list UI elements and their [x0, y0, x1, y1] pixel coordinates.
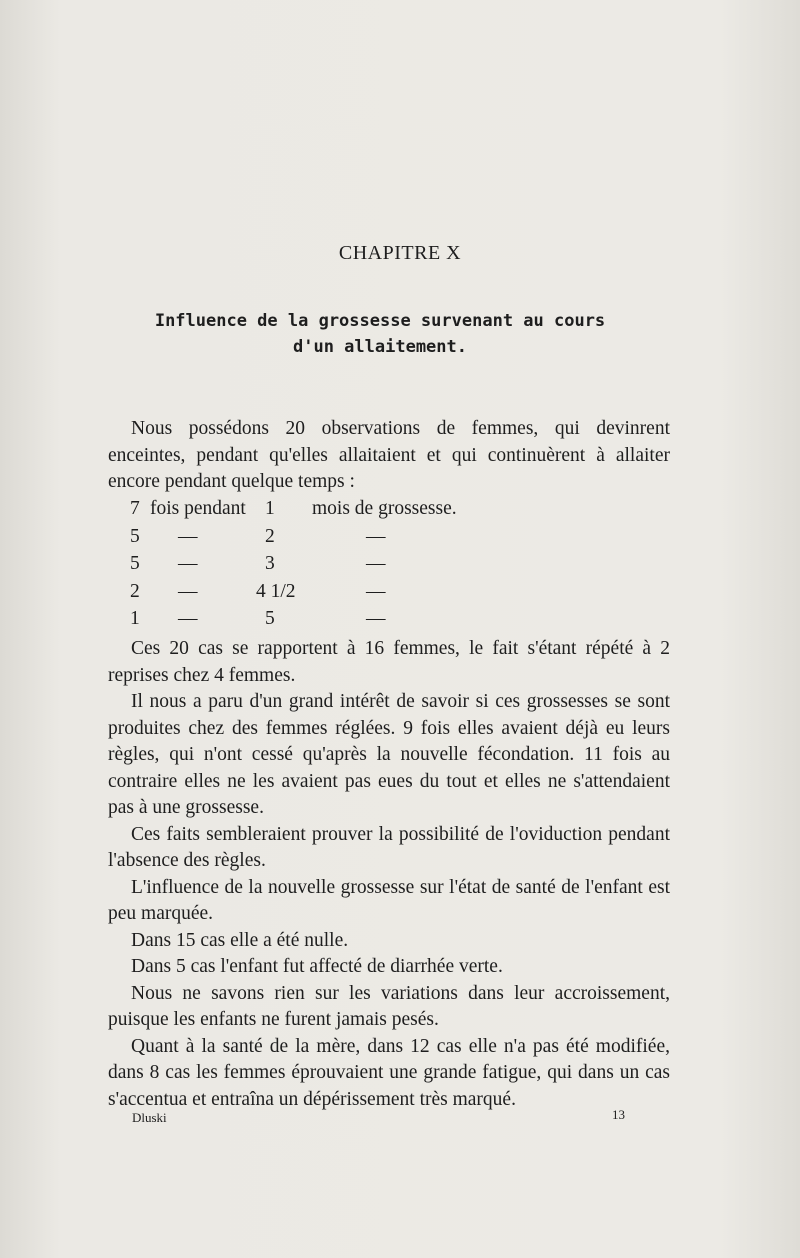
intro-text: Nous possédons 20 observations de femmes, qui devinrent enceintes, pendant qu'elles allaitaient et qui continuèrent à allaiter encore pendant quelque temps : [108, 418, 670, 492]
intro-paragraph [108, 416, 670, 496]
paragraph: Dans 5 cas l'enfant fut affecté de diarrhée verte. [131, 956, 503, 977]
row-months: 3 [265, 553, 275, 574]
row-label: — [178, 580, 198, 602]
chapter-title: CHAPITRE X [338, 242, 462, 264]
row-months: 4 1/2 [256, 580, 296, 602]
paragraph: Il nous a paru d'un grand intérêt de savoir si ces grossesses se sont produites chez des femmes réglées. 9 fois elles avaient déjà eu leurs règles, qui n'ont cessé qu'après la nouvelle fécondation. 11 fois au contraire elles ne les avaient pas eues du tout et elles ne s'attendaient pas à une grossesse. [108, 691, 670, 818]
row-label: — [178, 608, 198, 629]
row-unit: — [366, 553, 386, 574]
row-months: 5 [265, 608, 275, 629]
paragraph: Ces faits sembleraient prouver la possibilité de l'oviduction pendant l'absence des règles. [108, 823, 670, 871]
row-label: fois pendant [150, 498, 246, 519]
row-count: 1 [130, 608, 140, 629]
table-row [130, 526, 550, 554]
table-row [130, 553, 550, 581]
subtitle-line-1: Influence de la grossesse survenant au cours [154, 311, 606, 331]
row-unit: — [366, 580, 386, 602]
paragraph: Nous ne savons rien sur les variations dans leur accroissement, puisque les enfants ne furent jamais pesés. [108, 982, 670, 1030]
body-text [108, 636, 670, 1113]
footer-author: Dluski [132, 1110, 167, 1125]
row-count: 5 [130, 525, 140, 547]
row-unit: mois de grossesse. [312, 498, 457, 519]
row-unit: — [366, 525, 386, 547]
paragraph: Ces 20 cas se rapportent à 16 femmes, le fait s'étant répété à 2 reprises chez 4 femmes. [108, 638, 670, 686]
table-row [130, 608, 550, 636]
row-months: 1 [265, 498, 275, 519]
table-row [130, 498, 550, 526]
paragraph: Dans 15 cas elle a été nulle. [131, 929, 349, 951]
row-unit: — [366, 608, 386, 629]
row-count: 5 [130, 553, 140, 574]
row-count: 7 [130, 498, 140, 519]
chapter-subtitle [140, 308, 620, 360]
footer-signature: 13 [612, 1107, 625, 1122]
row-count: 2 [130, 580, 140, 602]
paragraph: Quant à la santé de la mère, dans 12 cas elle n'a pas été modifiée, dans 8 cas les femmes éprouvaient une grande fatigue, qui dans un cas s'accentua et entraîna un dépérissement très marqué. [108, 1035, 670, 1110]
table-row [130, 581, 550, 609]
paragraph: L'influence de la nouvelle grossesse sur l'état de santé de l'enfant est peu marquée. [108, 876, 670, 924]
row-label: — [178, 553, 198, 574]
subtitle-line-2: d'un allaitement. [293, 337, 467, 357]
row-months: 2 [265, 525, 275, 547]
row-label: — [178, 525, 198, 547]
pregnancy-duration-table [130, 498, 550, 636]
